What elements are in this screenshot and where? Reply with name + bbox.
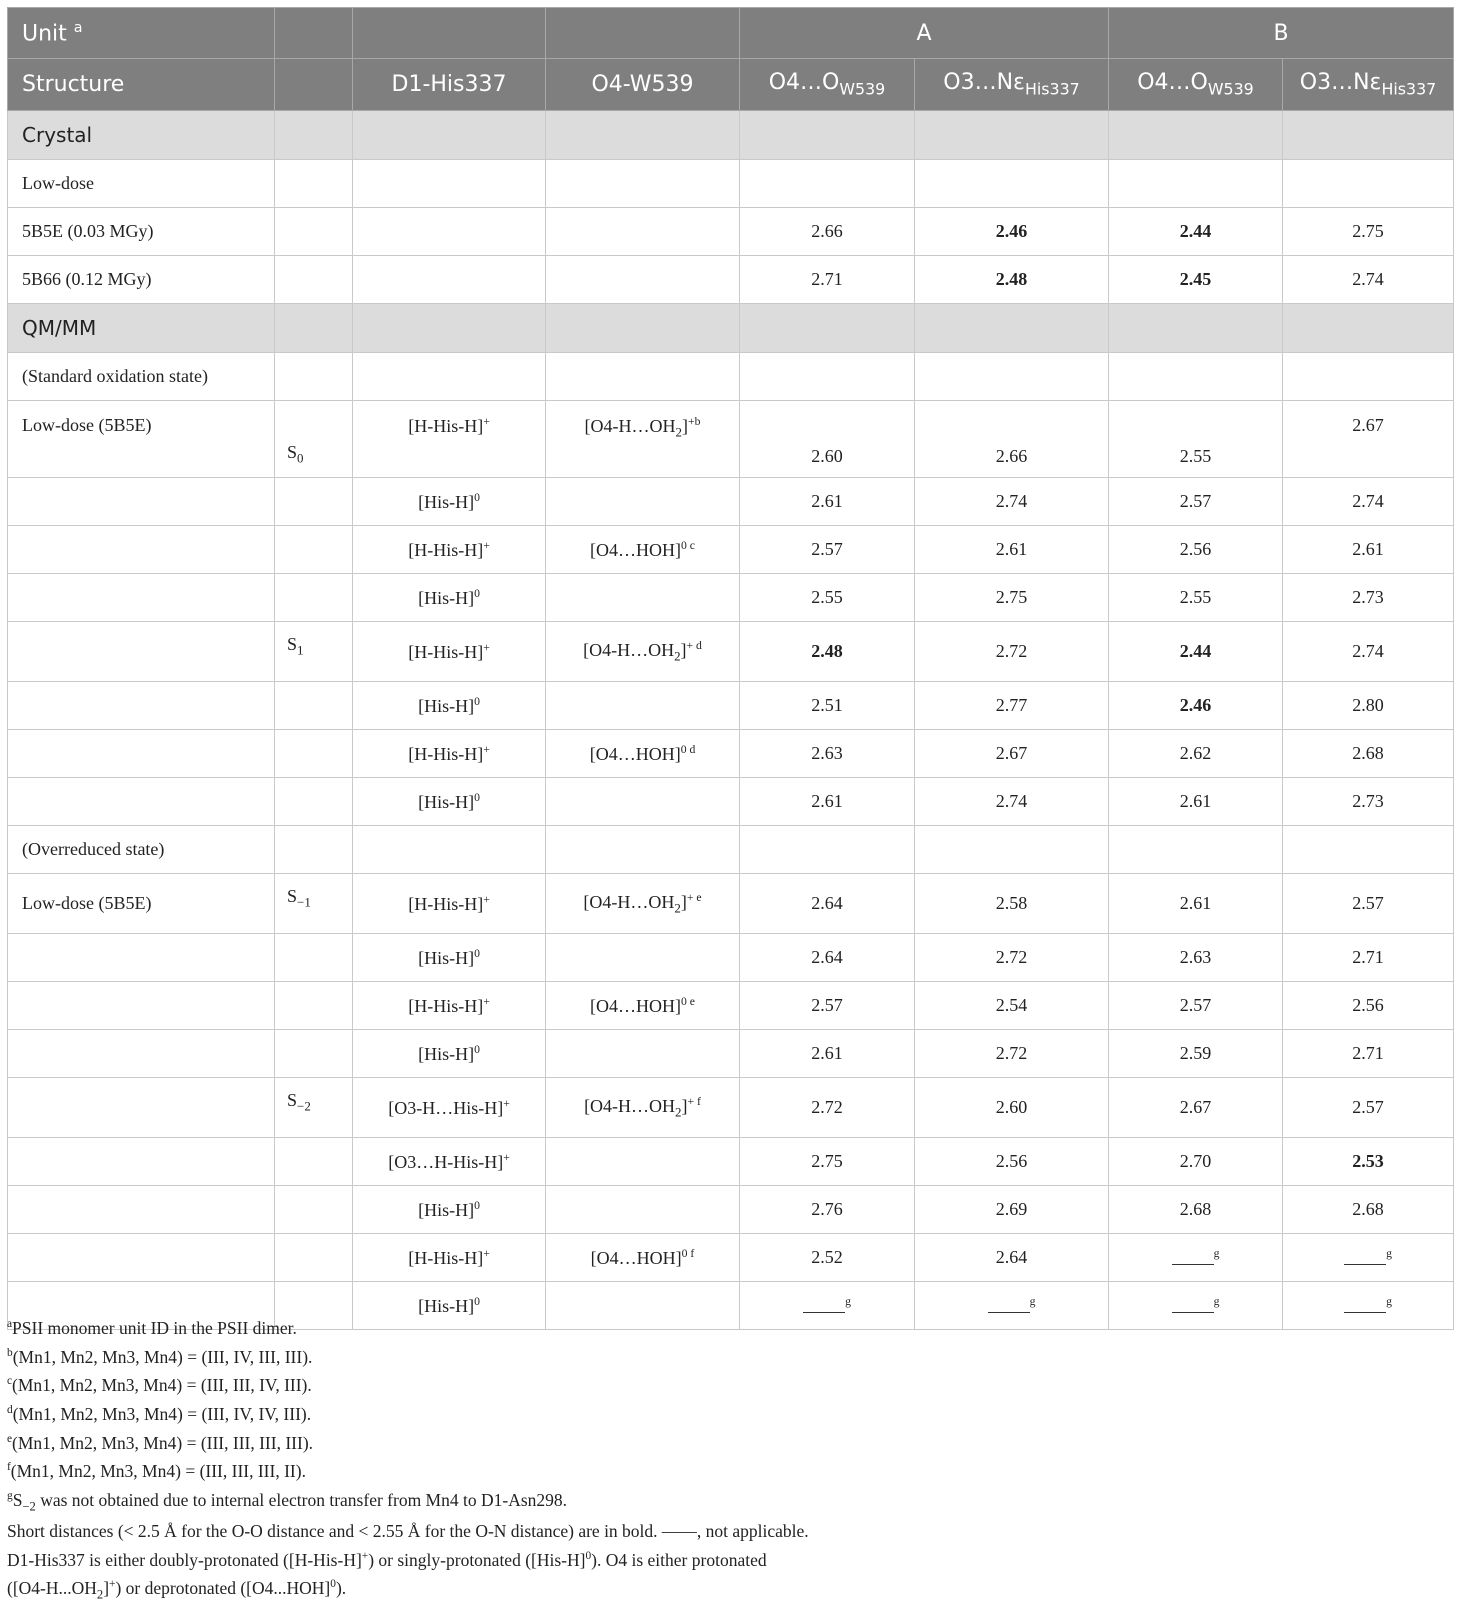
value-cell: 2.57 — [1109, 478, 1283, 526]
footnote-bold-note: Short distances (< 2.5 Å for the O-O distance and < 2.55 Å for the O-N distance) are in bold. ——, not applicable. — [7, 1520, 809, 1541]
table-container — [7, 7, 1453, 1330]
table-row — [8, 874, 1454, 934]
value-cell: 2.62 — [1109, 730, 1283, 778]
value-cell: 2.60 — [740, 401, 915, 478]
value-cell: 2.77 — [915, 682, 1109, 730]
not-applicable-cell: g — [915, 1282, 1109, 1330]
value-cell: 2.74 — [915, 778, 1109, 826]
table-row — [8, 778, 1454, 826]
value-cell: 2.63 — [740, 730, 915, 778]
value-cell: 2.44 — [1109, 208, 1283, 256]
section-label: Crystal — [8, 111, 275, 160]
group-a-header: A — [740, 8, 1109, 59]
value-cell: 2.74 — [915, 478, 1109, 526]
value-cell: 2.72 — [915, 1030, 1109, 1078]
unit-footnote-mark: a — [73, 19, 83, 36]
value-cell: 2.75 — [915, 574, 1109, 622]
value-cell: 2.57 — [1283, 1078, 1454, 1138]
value-cell: 2.54 — [915, 982, 1109, 1030]
value-cell: 2.74 — [1283, 478, 1454, 526]
value-cell: 2.74 — [1283, 256, 1454, 304]
table-row — [8, 826, 1454, 874]
row-label: (Standard oxidation state) — [8, 353, 275, 401]
group-b-header: B — [1109, 8, 1454, 59]
value-cell: 2.75 — [1283, 208, 1454, 256]
table-row — [8, 1138, 1454, 1186]
value-cell: 2.72 — [915, 934, 1109, 982]
value-cell: 2.80 — [1283, 682, 1454, 730]
w-species: $[O4-H\dots OH_2]^{+ f}$ — [546, 1078, 740, 1138]
table-row — [8, 934, 1454, 982]
value-cell: 2.44 — [1109, 622, 1283, 682]
value-cell: 2.61 — [740, 1030, 915, 1078]
table-row — [8, 401, 1454, 478]
value-cell: 2.61 — [740, 478, 915, 526]
b-oo-main: O4…O — [1137, 70, 1208, 96]
value-cell: 2.71 — [740, 256, 915, 304]
table-row — [8, 982, 1454, 1030]
footnote-e: $^e$(Mn1, Mn2, Mn3, Mn4) = (III, III, III, III). — [7, 1432, 314, 1453]
a-oo-sub: W539 — [839, 79, 886, 99]
value-cell: 2.66 — [740, 208, 915, 256]
his-species: $[His-H]^0$ — [353, 778, 546, 826]
table-row — [8, 1078, 1454, 1138]
value-cell: 2.48 — [740, 622, 915, 682]
footnote-a: $^a$PSII monomer unit ID in the PSII dimer. — [7, 1317, 297, 1338]
b-on-sub: His337 — [1381, 79, 1437, 99]
his-species: $[His-H]^0$ — [353, 1030, 546, 1078]
value-cell: 2.48 — [915, 256, 1109, 304]
value-cell: 2.73 — [1283, 778, 1454, 826]
not-applicable-cell: g — [1283, 1282, 1454, 1330]
table-row — [8, 256, 1454, 304]
value-cell: 2.57 — [740, 526, 915, 574]
his-species: $[His-H]^0$ — [353, 1186, 546, 1234]
state-s-minus-2: $S_{-2}$ — [275, 1078, 353, 1138]
his-species: [H-His-H]+ — [353, 1234, 546, 1282]
empty-header — [546, 8, 740, 59]
value-cell: 2.55 — [740, 574, 915, 622]
table-row — [8, 1030, 1454, 1078]
value-cell: 2.55 — [1109, 401, 1283, 478]
his337-header: D1-His337 — [353, 59, 546, 111]
distance-table — [7, 7, 1454, 1330]
row-label: 5B66 (0.12 MGy) — [8, 256, 275, 304]
w-species: [O4…HOH]$^{0 c}$ — [546, 526, 740, 574]
value-cell: 2.72 — [740, 1078, 915, 1138]
footnote-protonation-2: $([O4-H...OH_2]^+)$ or deprotonated $([O4...HOH]^0)$. — [7, 1578, 347, 1602]
a-oo-header — [740, 59, 915, 111]
table-row — [8, 622, 1454, 682]
footnote-g: $^gS_{-2}$ was not obtained due to internal electron transfer from Mn4 to D1-Asn298. — [7, 1489, 568, 1514]
value-cell: 2.55 — [1109, 574, 1283, 622]
value-cell: 2.60 — [915, 1078, 1109, 1138]
value-cell: 2.59 — [1109, 1030, 1283, 1078]
value-cell: 2.46 — [1109, 682, 1283, 730]
footnote-d: $^d$(Mn1, Mn2, Mn3, Mn4) = (III, IV, IV, III). — [7, 1403, 312, 1424]
table-row — [8, 208, 1454, 256]
empty-header — [275, 59, 353, 111]
w-species: [O4…HOH]$^{0 f}$ — [546, 1234, 740, 1282]
value-cell: 2.51 — [740, 682, 915, 730]
footnote-f: $^f$(Mn1, Mn2, Mn3, Mn4) = (III, III, III, II). — [7, 1460, 306, 1481]
his-species: [O3-H…His-H]+ — [353, 1078, 546, 1138]
value-cell: 2.66 — [915, 401, 1109, 478]
his-species: [H-His-H]+ — [353, 982, 546, 1030]
not-applicable-cell: g — [740, 1282, 915, 1330]
value-cell: 2.75 — [740, 1138, 915, 1186]
value-cell: 2.68 — [1283, 1186, 1454, 1234]
row-label: Low-dose — [8, 160, 275, 208]
row-label: Low-dose (5B5E) — [8, 401, 275, 478]
table-row — [8, 1234, 1454, 1282]
row-label: Low-dose (5B5E) — [8, 874, 275, 934]
w-species: $[O4-H\dots OH_2]^{+ d}$ — [546, 622, 740, 682]
value-cell: 2.56 — [915, 1138, 1109, 1186]
value-cell: 2.53 — [1283, 1138, 1454, 1186]
a-on-sub: His337 — [1024, 79, 1080, 99]
value-cell: 2.76 — [740, 1186, 915, 1234]
state-s1: $S_1$ — [275, 622, 353, 682]
value-cell: 2.67 — [915, 730, 1109, 778]
footnote-protonation-1: D1-His337 is either doubly-protonated ([H-His-H]+) or singly-protonated $([His-H]^0)$. O4 is either protonated — [7, 1549, 767, 1570]
value-cell: 2.45 — [1109, 256, 1283, 304]
footnotes — [7, 1312, 1447, 1607]
value-cell: 2.46 — [915, 208, 1109, 256]
his-species: $[His-H]^0$ — [353, 1282, 546, 1330]
value-cell: 2.56 — [1109, 526, 1283, 574]
value-cell: 2.64 — [915, 1234, 1109, 1282]
his-species: [H-His-H]+ — [353, 622, 546, 682]
not-applicable-cell: g — [1283, 1234, 1454, 1282]
value-cell: 2.74 — [1283, 622, 1454, 682]
b-oo-header — [1109, 59, 1283, 111]
table-row — [8, 160, 1454, 208]
w-species: $[O4-H\dots OH_2]^{+ e}$ — [546, 874, 740, 934]
row-label: 5B5E (0.03 MGy) — [8, 208, 275, 256]
value-cell: 2.71 — [1283, 1030, 1454, 1078]
his-species: [H-His-H]+ — [353, 401, 546, 478]
row-label: (Overreduced state) — [8, 826, 275, 874]
table-row — [8, 526, 1454, 574]
unit-header — [8, 8, 275, 59]
structure-header: Structure — [8, 59, 275, 111]
value-cell: 2.68 — [1109, 1186, 1283, 1234]
value-cell: 2.57 — [1109, 982, 1283, 1030]
value-cell: 2.61 — [915, 526, 1109, 574]
state-s-minus-1: $S_{-1}$ — [275, 874, 353, 934]
value-cell: 2.56 — [1283, 982, 1454, 1030]
his-species: [H-His-H]+ — [353, 874, 546, 934]
not-applicable-cell: g — [1109, 1282, 1283, 1330]
table-row — [8, 682, 1454, 730]
unit-label: Unit — [22, 21, 67, 47]
value-cell: 2.64 — [740, 934, 915, 982]
footnote-c: $^c$(Mn1, Mn2, Mn3, Mn4) = (III, III, IV, III). — [7, 1375, 312, 1396]
table-row — [8, 1186, 1454, 1234]
section-row-crystal — [8, 111, 1454, 160]
his-species: [O3…H-His-H]+ — [353, 1138, 546, 1186]
a-on-header — [915, 59, 1109, 111]
a-on-main: O3…Nε — [943, 70, 1025, 96]
value-cell: 2.71 — [1283, 934, 1454, 982]
b-on-main: O3…Nε — [1299, 70, 1382, 96]
value-cell: 2.61 — [1109, 874, 1283, 934]
not-applicable-cell: g — [1109, 1234, 1283, 1282]
section-row-qmmm — [8, 304, 1454, 353]
table-row — [8, 730, 1454, 778]
his-species: $[His-H]^0$ — [353, 682, 546, 730]
his-species: [H-His-H]+ — [353, 526, 546, 574]
header-row-1 — [8, 8, 1454, 59]
value-cell: 2.63 — [1109, 934, 1283, 982]
value-cell: 2.67 — [1283, 401, 1454, 478]
section-label: QM/MM — [8, 304, 275, 353]
state-s0: $S_0$ — [275, 401, 353, 478]
value-cell: 2.70 — [1109, 1138, 1283, 1186]
w-species: $[O4-H\dots OH_2]^{+b}$ — [546, 401, 740, 478]
value-cell: 2.52 — [740, 1234, 915, 1282]
value-cell: 2.57 — [740, 982, 915, 1030]
table-row — [8, 478, 1454, 526]
value-cell: 2.61 — [1109, 778, 1283, 826]
value-cell: 2.64 — [740, 874, 915, 934]
value-cell: 2.61 — [740, 778, 915, 826]
value-cell: 2.73 — [1283, 574, 1454, 622]
empty-header — [275, 8, 353, 59]
value-cell: 2.61 — [1283, 526, 1454, 574]
header-row-2 — [8, 59, 1454, 111]
his-species: $[His-H]^0$ — [353, 478, 546, 526]
w539-header: O4-W539 — [546, 59, 740, 111]
w-species: [O4…HOH]$^{0 d}$ — [546, 730, 740, 778]
footnote-b: $^b$(Mn1, Mn2, Mn3, Mn4) = (III, IV, III, III). — [7, 1346, 313, 1367]
empty-header — [353, 8, 546, 59]
value-cell: 2.67 — [1109, 1078, 1283, 1138]
value-cell: 2.69 — [915, 1186, 1109, 1234]
w-species: [O4…HOH]$^{0 e}$ — [546, 982, 740, 1030]
value-cell: 2.57 — [1283, 874, 1454, 934]
value-cell: 2.58 — [915, 874, 1109, 934]
table-row — [8, 574, 1454, 622]
table-row — [8, 353, 1454, 401]
his-species: [H-His-H]+ — [353, 730, 546, 778]
value-cell: 2.72 — [915, 622, 1109, 682]
value-cell: 2.68 — [1283, 730, 1454, 778]
his-species: $[His-H]^0$ — [353, 574, 546, 622]
a-oo-main: O4…O — [768, 70, 840, 96]
his-species: $[His-H]^0$ — [353, 934, 546, 982]
b-oo-sub: W539 — [1207, 79, 1254, 99]
b-on-header — [1283, 59, 1454, 111]
